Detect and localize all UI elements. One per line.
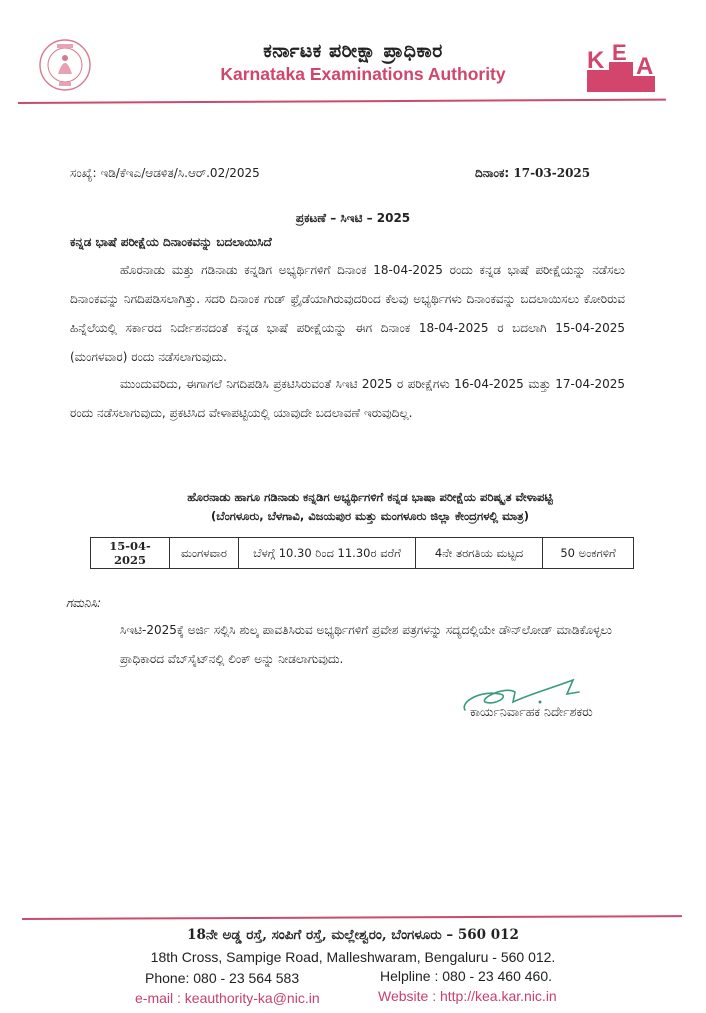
reference-label: ಸಂಖ್ಯೆ: <box>70 166 97 180</box>
exam-time-cell: ಬೆಳಗ್ಗೆ 10.30 ರಿಂದ 11.30ರ ವರೆಗೆ <box>239 538 416 569</box>
helpline-number: Helpline : 080 - 23 460 460. <box>380 968 553 984</box>
table-row <box>91 538 634 569</box>
exam-date-cell: 15-04-2025 <box>91 538 170 569</box>
reference-value: ಇಡಿ/ಕೆಇಎ/ಆಡಳಿತ/ಸಿ.ಆರ್.02/2025 <box>100 166 260 180</box>
header-divider <box>18 99 666 104</box>
schedule-heading <box>110 488 630 526</box>
date-value: 17-03-2025 <box>513 166 591 180</box>
authority-title-english: Karnataka Examinations Authority <box>220 64 506 84</box>
signatory-designation: ಕಾರ್ಯನಿರ್ವಾಹಕ ನಿರ್ದೇಶಕರು <box>470 704 593 719</box>
notice-title: ಪ್ರಕಟಣೆ – ಸಿಇಟಿ – 2025 <box>295 211 411 225</box>
authority-title-kannada: ಕರ್ನಾಟಕ ಪರೀಕ್ಷಾ ಪ್ರಾಧಿಕಾರ <box>263 40 443 62</box>
svg-text:A: A <box>636 53 654 80</box>
email-link[interactable]: e-mail : keauthority-ka@nic.in <box>135 990 320 1006</box>
exam-day-cell: ಮಂಗಳವಾರ <box>170 538 239 569</box>
kea-logo-icon <box>585 40 657 92</box>
body-paragraph-1 <box>70 256 625 372</box>
svg-text:K: K <box>587 47 605 74</box>
note-text: ಸಿಇಟಿ-2025ಕ್ಕೆ ಅರ್ಜಿ ಸಲ್ಲಿಸಿ ಶುಲ್ಕ ಪಾವತಿಸಿರುವ ಅಭ್ಯರ್ಥಿಗಳಿಗೆ ಪ್ರವೇಶ ಪತ್ರಗಳನ್ನು ಸದ್ಯದಲ್ಲಿಯೇ ಡೌನ್‌ಲೋಡ್ ಮಾಡಿಕೊಳ್ಳಲು ಪ್ರಾಧಿಕಾರದ ವೆಬ್‌ಸೈಟ್‌ನಲ್ಲಿ ಲಿಂಕ್ ಅನ್ನು ನೀಡಲಾಗುವುದು. <box>120 623 612 666</box>
document-date <box>475 166 590 181</box>
notice-subject: ಕನ್ನಡ ಭಾಷೆ ಪರೀಕ್ಷೆಯ ದಿನಾಂಕವನ್ನು ಬದಲಾಯಿಸಿದೆ <box>70 235 272 249</box>
website-link[interactable]: Website : http://kea.kar.nic.in <box>378 988 557 1004</box>
body-paragraph-2 <box>70 370 625 428</box>
footer-divider <box>22 915 682 919</box>
address-kannada: 18ನೇ ಅಡ್ಡ ರಸ್ತೆ, ಸಂಪಿಗೆ ರಸ್ತೆ, ಮಲ್ಲೇಶ್ವರಂ, ಬೆಂಗಳೂರು – 560 012 <box>187 927 519 943</box>
schedule-table <box>90 537 634 569</box>
note-label: ಗಮನಿಸಿ: <box>66 596 101 610</box>
reference-number <box>70 166 260 181</box>
paragraph-text: ಹೊರನಾಡು ಮತ್ತು ಗಡಿನಾಡು ಕನ್ನಡಿಗ ಅಭ್ಯರ್ಥಿಗಳಿಗೆ ದಿನಾಂಕ 18-04-2025 ರಂದು ಕನ್ನಡ ಭಾಷೆ ಪರೀಕ್ಷೆಯನ್ನು ನಡೆಸಲು ದಿನಾಂಕವನ್ನು ನಿಗದಿಪಡಿಸಲಾಗಿತ್ತು. ಸದರಿ ದಿನಾಂಕ ಗುಡ್ ಫ್ರೈಡೆಯಾಗಿರುವುದರಿಂದ ಕೆಲವು ಅಭ್ಯರ್ಥಿಗಳು ದಿನಾಂಕವನ್ನು ಬದಲಾಯಿಸಲು ಕೋರಿರುವ ಹಿನ್ನೆಲೆಯಲ್ಲಿ ಸರ್ಕಾರದ ನಿರ್ದೇಶನದಂತೆ ಕನ್ನಡ ಭಾಷೆ ಪರೀಕ್ಷೆಯನ್ನು ಈಗ ದಿನಾಂಕ 18-04-2025 ರ ಬದಲಾಗಿ 15-04-2025 (ಮಂಗಳವಾರ) ರಂದು ನಡೆಸಲಾಗುವುದು. <box>70 263 625 364</box>
address-english: 18th Cross, Sampige Road, Malleshwaram, Bengaluru - 560 012. <box>150 949 556 965</box>
exam-marks-cell: 50 ಅಂಕಗಳಿಗೆ <box>543 538 634 569</box>
exam-level-cell: 4ನೇ ತರಗತಿಯ ಮಟ್ಟದ <box>416 538 543 569</box>
schedule-heading-line-1: ಹೊರನಾಡು ಹಾಗೂ ಗಡಿನಾಡು ಕನ್ನಡಿಗ ಅಭ್ಯರ್ಥಿಗಳಿಗೆ ಕನ್ನಡ ಭಾಷಾ ಪರೀಕ್ಷೆಯ ಪರಿಷ್ಕೃತ ವೇಳಾಪಟ್ಟಿ <box>187 490 553 504</box>
schedule-heading-line-2: (ಬೆಂಗಳೂರು, ಬೆಳಗಾವಿ, ವಿಜಯಪುರ ಮತ್ತು ಮಂಗಳೂರು ಜಿಲ್ಲಾ ಕೇಂದ್ರಗಳಲ್ಲಿ ಮಾತ್ರ) <box>211 509 529 523</box>
phone-number: Phone: 080 - 23 564 583 <box>145 970 300 986</box>
date-label: ದಿನಾಂಕ: <box>475 166 510 180</box>
svg-text:E: E <box>612 40 627 65</box>
paragraph-text: ಮುಂದುವರಿದು, ಈಗಾಗಲೆ ನಿಗದಿಪಡಿಸಿ ಪ್ರಕಟಿಸಿರುವಂತೆ ಸಿಇಟಿ 2025 ರ ಪರೀಕ್ಷೆಗಳು 16-04-2025 ಮತ್ತು 17-04-2025 ರಂದು ನಡೆಸಲಾಗುವುದು, ಪ್ರಕಟಿಸಿದ ವೇಳಾಪಟ್ಟಿಯಲ್ಲಿ ಯಾವುದೇ ಬದಲಾವಣೆ ಇರುವುದಿಲ್ಲ. <box>70 377 625 420</box>
